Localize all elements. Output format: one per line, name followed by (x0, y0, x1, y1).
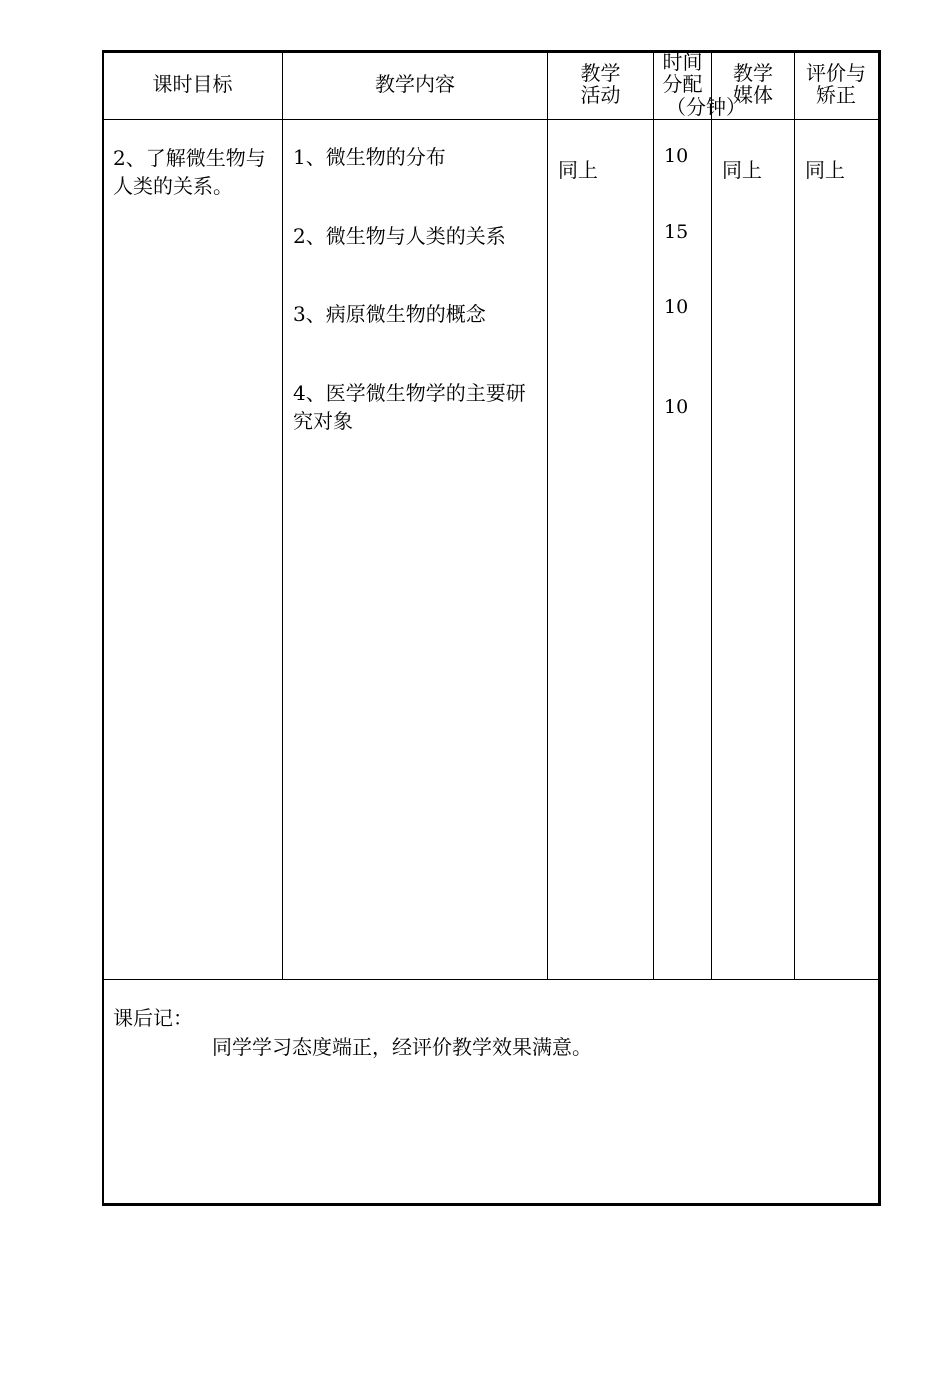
col-divider (653, 50, 654, 980)
header-media-line2: 媒体 (733, 83, 773, 107)
minutes-value: 15 (664, 221, 689, 243)
evaluation-value: 同上 (805, 158, 845, 182)
col-divider (547, 50, 548, 980)
content-item-line2: 究对象 (293, 409, 353, 433)
objective-line2: 人类的关系。 (113, 174, 233, 198)
header-objective: 课时目标 (152, 72, 233, 96)
content-item: 3、病原微生物的概念 (293, 302, 486, 326)
content-item-line1: 4、医学微生物学的主要研 (293, 381, 526, 405)
minutes-value: 10 (664, 396, 689, 418)
header-media-line1: 教学 (733, 61, 773, 85)
col-divider (794, 50, 795, 980)
header-divider (102, 119, 878, 120)
content-item: 1、微生物的分布 (293, 145, 446, 169)
minutes-value: 10 (664, 296, 689, 318)
header-time-line1: 时间 (662, 50, 703, 74)
header-content: 教学内容 (375, 72, 455, 96)
notes-label: 课后记： (113, 1006, 193, 1030)
header-time-line3: （分钟） (666, 95, 746, 119)
notes-text: 同学学习态度端正，经评价教学效果满意。 (212, 1035, 592, 1059)
media-value: 同上 (722, 158, 762, 182)
minutes-value: 10 (664, 145, 689, 167)
objective-line1: 2、了解微生物与 (113, 146, 266, 170)
activity-value: 同上 (558, 158, 598, 182)
col-divider (711, 50, 712, 980)
col-divider (282, 50, 283, 980)
header-evaluation-line2: 矫正 (816, 83, 856, 107)
header-activity-line2: 活动 (580, 83, 621, 107)
header-evaluation-line1: 评价与 (806, 61, 866, 85)
header-activity-line1: 教学 (580, 61, 621, 85)
content-item: 2、微生物与人类的关系 (293, 224, 506, 248)
notes-divider (102, 979, 878, 980)
header-time-line2: 分配 (662, 72, 703, 96)
